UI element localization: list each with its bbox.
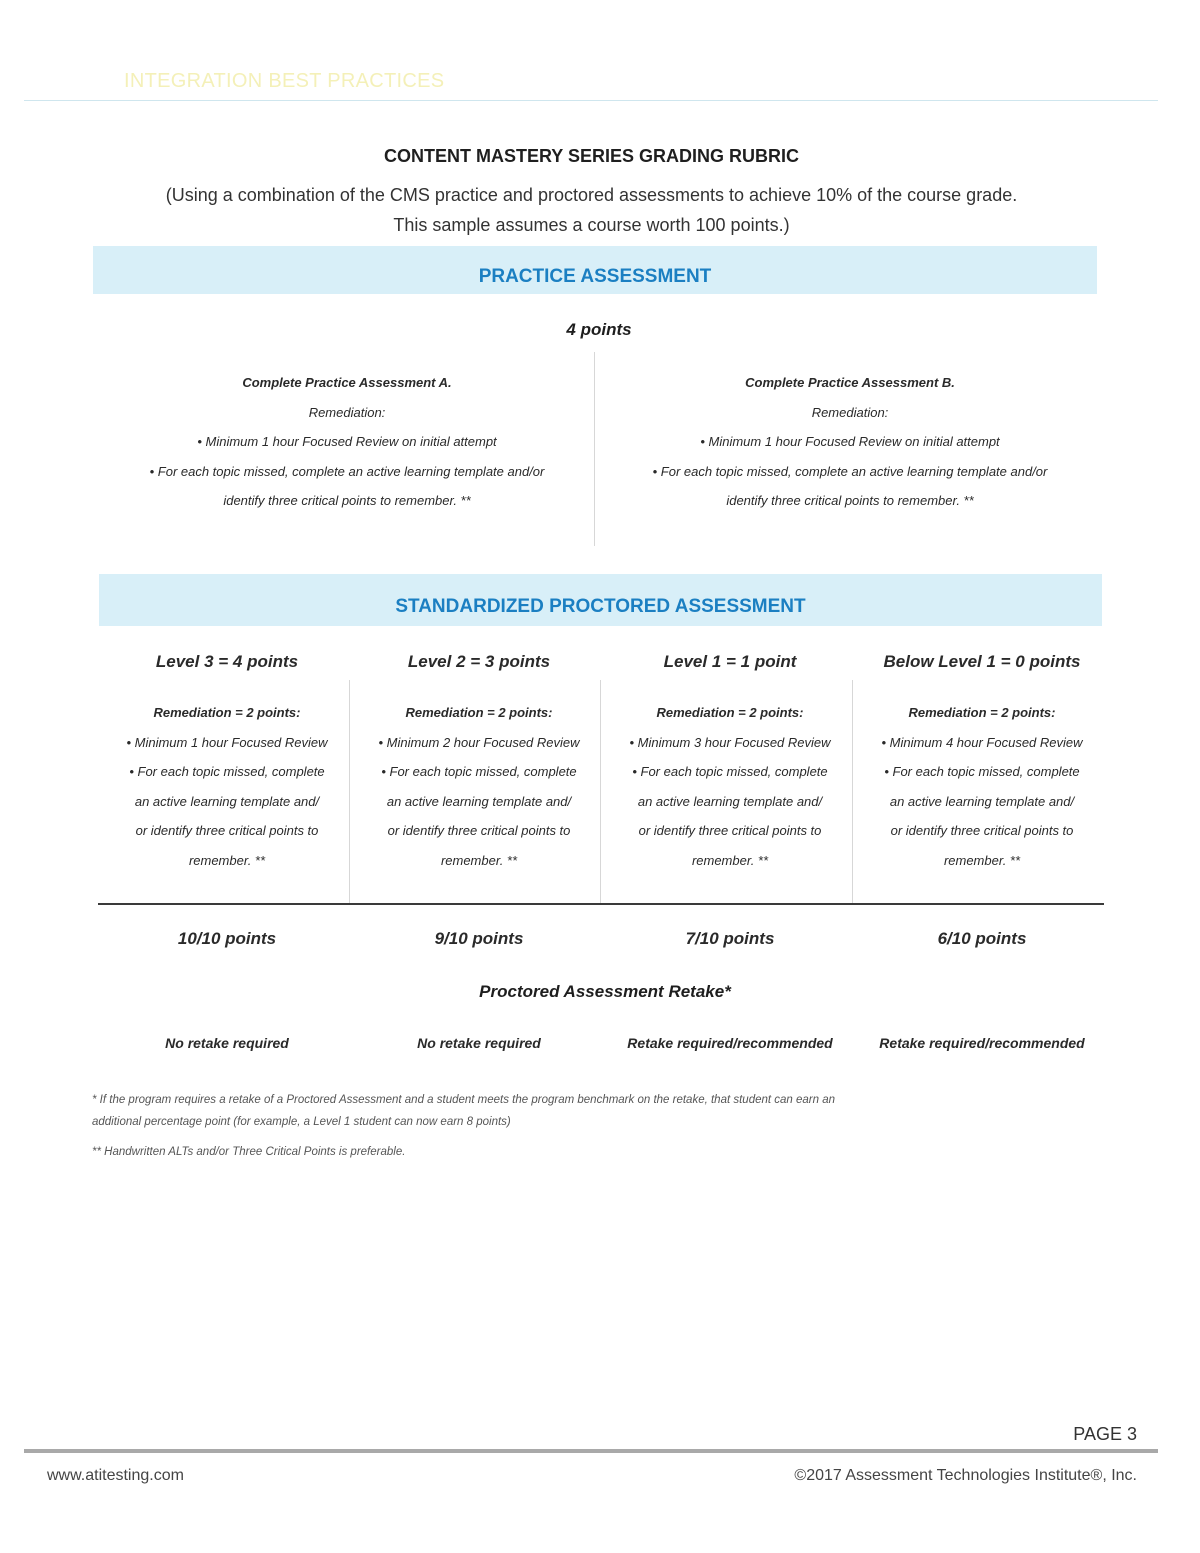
level-3-line-2: • For each topic missed, complete xyxy=(129,764,325,779)
level-divider-3 xyxy=(852,680,853,904)
level-2-line-2: • For each topic missed, complete xyxy=(381,764,577,779)
level-1-score: 7/10 points xyxy=(685,929,775,948)
practice-column-a xyxy=(102,368,592,516)
level-3-title: Level 3 = 4 points xyxy=(155,652,299,671)
footer-divider xyxy=(24,1449,1158,1453)
below-level-1-line-5: remember. ** xyxy=(943,852,1021,868)
below-level-1-line-3: an active learning template and/ xyxy=(889,793,1075,809)
level-3-score: 10/10 points xyxy=(177,929,277,948)
subtitle-line-1: (Using a combination of the CMS practice and proctored assessments to achieve 10% of the course grade. xyxy=(165,185,1018,205)
copyright-notice: ©2017 Assessment Technologies Institute®, Inc. xyxy=(794,1467,1137,1484)
practice-b-line-3: identify three critical points to remember. ** xyxy=(726,493,974,508)
level-1-remediation: Remediation = 2 points: xyxy=(656,705,804,720)
level-2-remediation: Remediation = 2 points: xyxy=(405,705,553,720)
section-header: INTEGRATION BEST PRACTICES xyxy=(124,70,445,92)
practice-points: 4 points xyxy=(566,320,632,339)
level-2-score: 9/10 points xyxy=(434,929,524,948)
level-2-title: Level 2 = 3 points xyxy=(407,652,551,671)
practice-assessment-heading: PRACTICE ASSESSMENT xyxy=(93,246,1097,294)
below-level-1-score: 6/10 points xyxy=(937,929,1027,948)
level-1-retake: Retake required/recommended xyxy=(627,1035,833,1051)
level-3-column xyxy=(107,650,347,875)
below-level-1-remediation: Remediation = 2 points: xyxy=(908,705,1056,720)
below-level-1-line-2: • For each topic missed, complete xyxy=(884,764,1080,779)
level-1-line-5: remember. ** xyxy=(691,852,769,868)
below-level-1-column xyxy=(862,650,1102,875)
practice-a-line-3: identify three critical points to remember. ** xyxy=(223,493,471,508)
level-1-line-2: • For each topic missed, complete xyxy=(632,764,828,779)
level-3-retake: No retake required xyxy=(165,1035,289,1051)
proctored-assessment-heading: STANDARDIZED PROCTORED ASSESSMENT xyxy=(99,574,1102,626)
level-2-line-4: or identify three critical points to xyxy=(387,823,571,838)
practice-b-remediation-label: Remediation: xyxy=(811,404,889,420)
level-3-remediation: Remediation = 2 points: xyxy=(153,705,301,720)
footnote-retake-line-1: * If the program requires a retake of a Proctored Assessment and a student meets the program benchmark on the retake, that student can earn an xyxy=(92,1094,836,1106)
levels-divider xyxy=(98,903,1104,905)
practice-b-line-1: • Minimum 1 hour Focused Review on initial attempt xyxy=(700,434,1000,449)
level-2-line-5: remember. ** xyxy=(440,852,518,868)
footnote-handwritten: ** Handwritten ALTs and/or Three Critical Points is preferable. xyxy=(92,1146,406,1158)
practice-a-title: Complete Practice Assessment A. xyxy=(242,375,452,390)
header-divider xyxy=(24,100,1158,101)
footnote-retake-line-2: additional percentage point (for example, a Level 1 student can now earn 8 points) xyxy=(92,1116,511,1128)
level-1-column xyxy=(610,650,850,875)
level-2-line-3: an active learning template and/ xyxy=(386,793,572,809)
page-number: PAGE 3 xyxy=(1073,1424,1137,1444)
level-2-retake: No retake required xyxy=(417,1035,541,1051)
level-1-title: Level 1 = 1 point xyxy=(663,652,797,671)
retake-heading: Proctored Assessment Retake* xyxy=(479,982,731,1001)
page-title: CONTENT MASTERY SERIES GRADING RUBRIC xyxy=(383,146,800,166)
practice-column-divider xyxy=(594,352,595,546)
level-3-line-1: • Minimum 1 hour Focused Review xyxy=(126,734,328,750)
below-level-1-line-4: or identify three critical points to xyxy=(890,823,1074,838)
level-divider-1 xyxy=(349,680,350,904)
below-level-1-line-1: • Minimum 4 hour Focused Review xyxy=(881,734,1083,750)
practice-a-line-2: • For each topic missed, complete an active learning template and/or xyxy=(149,463,545,479)
practice-a-remediation-label: Remediation: xyxy=(308,404,386,420)
footnote-retake xyxy=(92,1089,1092,1133)
level-3-line-4: or identify three critical points to xyxy=(135,823,319,838)
subtitle-line-2: This sample assumes a course worth 100 points.) xyxy=(393,215,790,235)
level-1-line-1: • Minimum 3 hour Focused Review xyxy=(629,734,831,750)
website-link[interactable]: www.atitesting.com xyxy=(47,1467,184,1484)
level-2-line-1: • Minimum 2 hour Focused Review xyxy=(378,734,580,750)
level-3-line-5: remember. ** xyxy=(188,852,266,868)
practice-a-line-1: • Minimum 1 hour Focused Review on initial attempt xyxy=(197,434,497,449)
below-level-1-retake: Retake required/recommended xyxy=(879,1035,1085,1051)
practice-b-title: Complete Practice Assessment B. xyxy=(745,375,955,390)
level-3-line-3: an active learning template and/ xyxy=(134,793,320,809)
below-level-1-title: Below Level 1 = 0 points xyxy=(883,652,1081,671)
level-divider-2 xyxy=(600,680,601,904)
practice-b-line-2: • For each topic missed, complete an active learning template and/or xyxy=(652,463,1048,479)
level-1-line-4: or identify three critical points to xyxy=(638,823,822,838)
level-1-line-3: an active learning template and/ xyxy=(637,793,823,809)
practice-column-b xyxy=(605,368,1095,516)
level-2-column xyxy=(359,650,599,875)
